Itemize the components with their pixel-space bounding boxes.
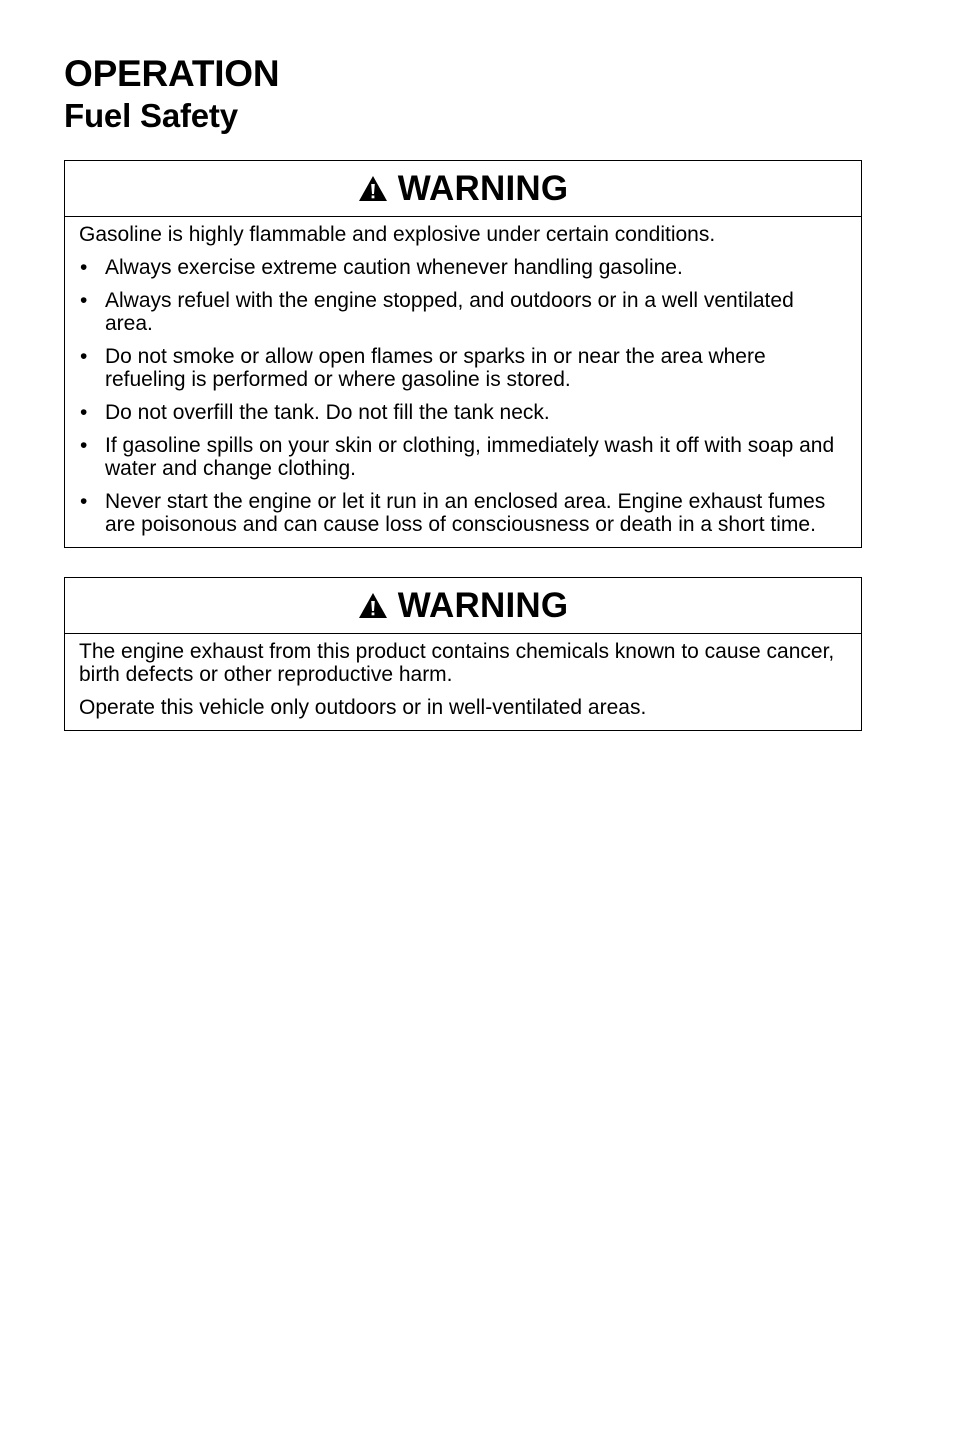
list-item: • Always exercise extreme caution whenever handling gasoline. [79,256,845,279]
subsection-title: Fuel Safety [64,97,238,134]
exhaust-warning-box [64,577,862,731]
warning-bullet-list [79,256,845,536]
warning-intro: Gasoline is highly flammable and explosive under certain conditions. [79,223,716,246]
warning-body [65,634,861,730]
warning-triangle-icon [358,592,388,619]
warning-paragraph: Operate this vehicle only outdoors or in well-ventilated areas. [79,696,647,719]
list-item: • If gasoline spills on your skin or clothing, immediately wash it off with soap and water and change clothing. [79,434,845,480]
warning-body [65,217,861,547]
fuel-warning-box [64,160,862,548]
warning-paragraph: The engine exhaust from this product contains chemicals known to cause cancer, birth defects or other reproductive harm. [79,640,835,686]
warning-triangle-icon [358,175,388,202]
warning-header [65,578,861,634]
list-item: • Do not smoke or allow open flames or sparks in or near the area where refueling is performed or where gasoline is stored. [79,345,845,391]
section-title: OPERATION [64,53,280,94]
manual-page [64,52,864,760]
warning-title: WARNING [397,585,569,625]
warning-title: WARNING [397,168,569,208]
list-item: • Never start the engine or let it run in an enclosed area. Engine exhaust fumes are poisonous and can cause loss of consciousness or death in a short time. [79,490,845,536]
warning-header [65,161,861,217]
list-item: • Always refuel with the engine stopped, and outdoors or in a well ventilated area. [79,289,845,335]
list-item: • Do not overfill the tank. Do not fill the tank neck. [79,401,845,424]
